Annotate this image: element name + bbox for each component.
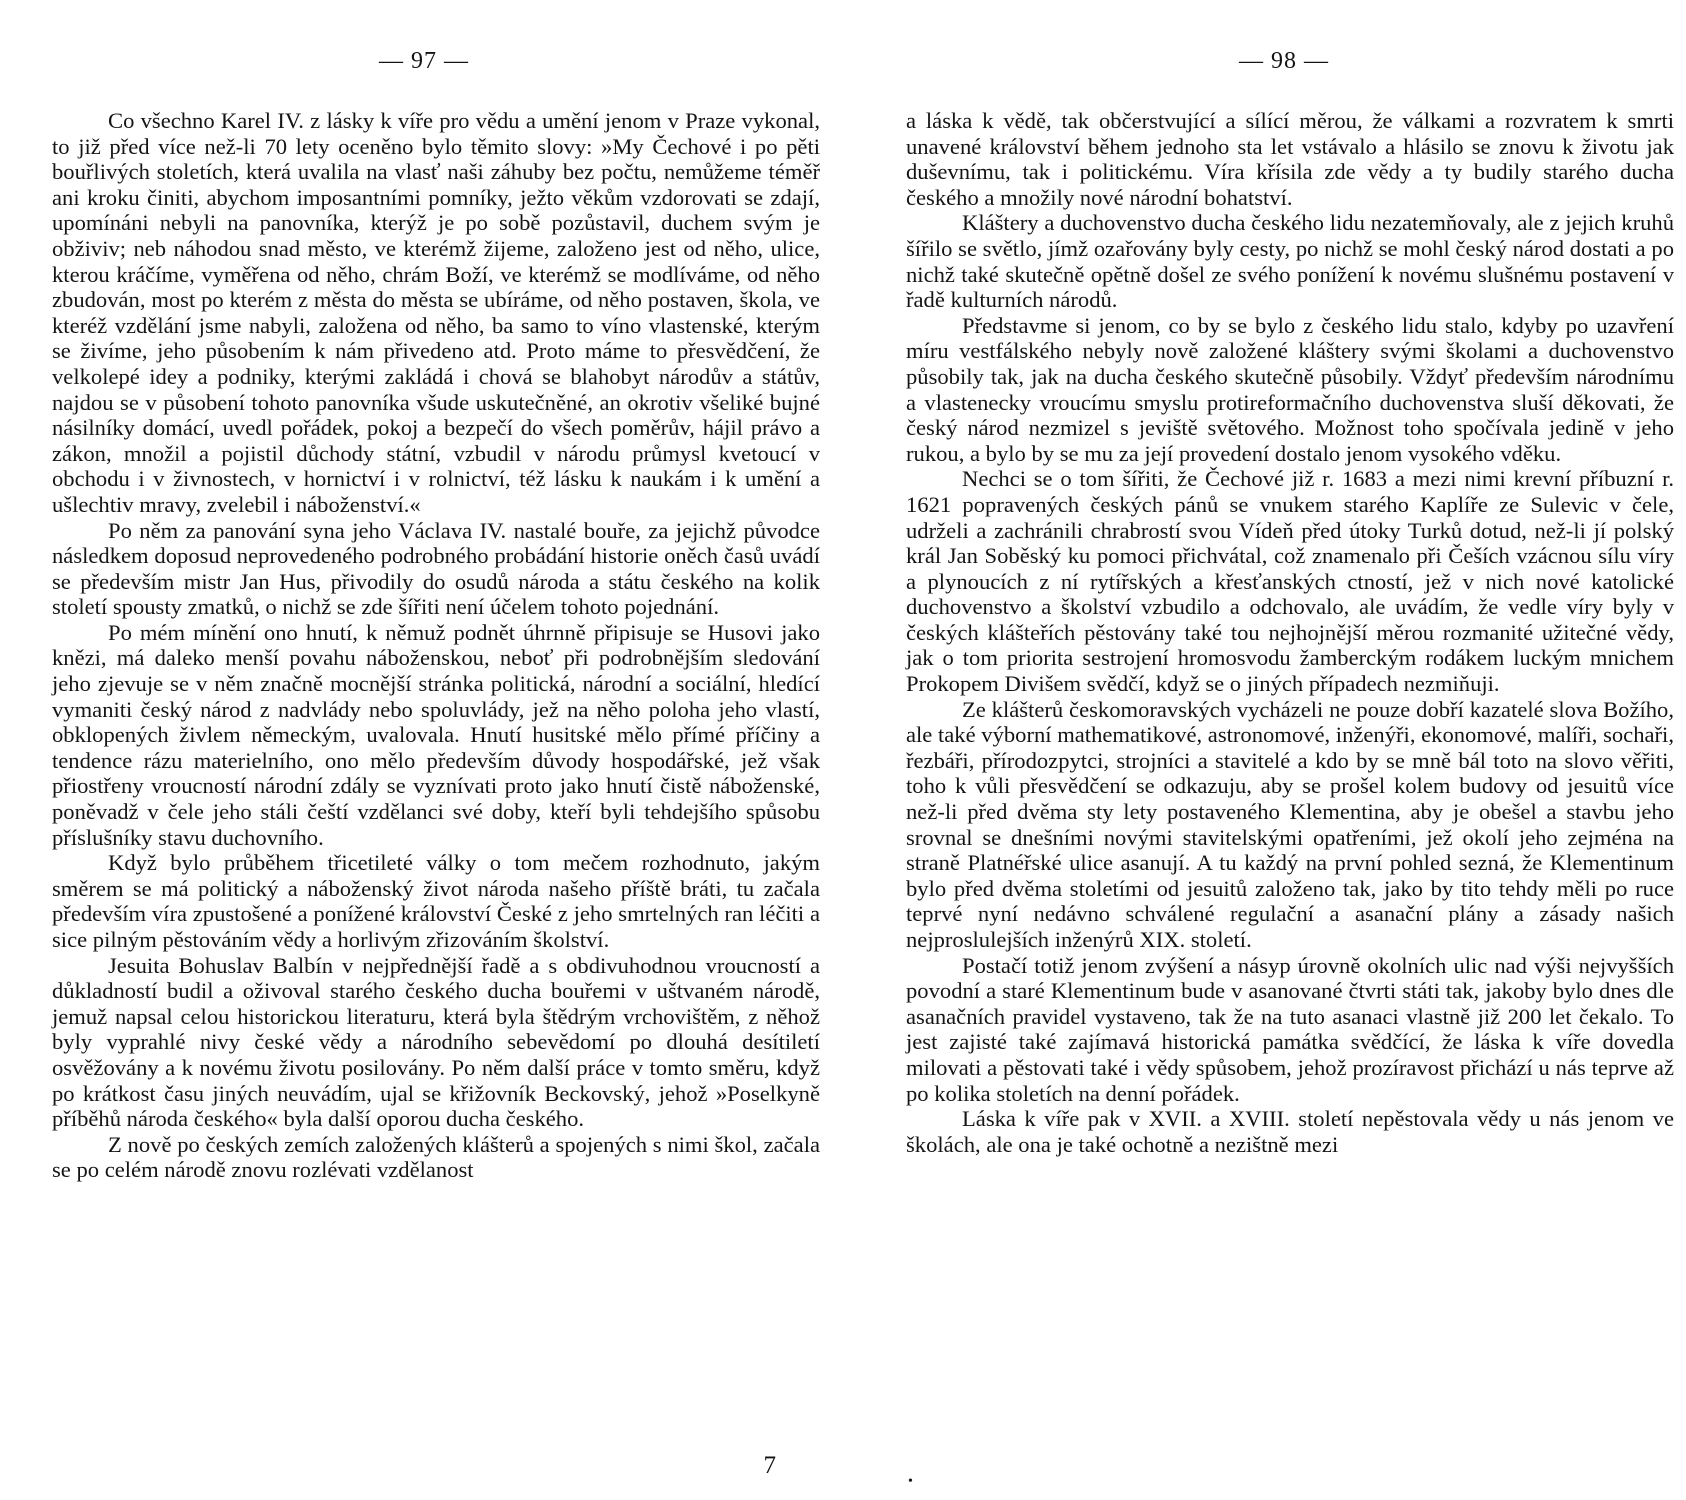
signature-mark: 7 <box>763 1452 776 1479</box>
right-page <box>906 0 1674 1500</box>
paragraph: Po mém mínění ono hnutí, k němuž podnět úhrnně připisuje se Husovi jako knězi, má daleko menší povahu náboženskou, neboť při podrobnějším sledování jeho zjevuje se v něm značně mocnější stránka politická, národní a sociální, hledící vymaniti český národ z nadvlády nebo spoluvlády, jež na něho poloha jeho vlastí, obklopených živlem německým, uvalovala. Hnutí husitské mělo přímé příčiny a tendence rázu materielního, ono mělo především důvody hospodářské, jež však přiostřeny vroucností národní zdály se vyznívati proto jako hnutí čistě náboženské, poněvadž v čele jeho stáli čeští vzdělanci své doby, kteří byli tehdejšího spůsobu příslušníky stavu duchovního. <box>52 619 820 850</box>
bottom-mark: • <box>908 1474 913 1489</box>
paragraph: Ze klášterů českomoravských vycházeli ne pouze dobří kazatelé slova Božího, ale také výborní mathematikové, astronomové, inženýři, ekonomové, malíři, sochaři, řezbáři, přírodozpytci, strojníci a stavitelé a kdo by se mně bál toto na slovo věřiti, toho k vůli přesvědčení se odkazuju, aby se prošel kolem budovy od jesuitů více než-li před dvěma sty lety postaveného Klementina, aby je obešel a stavbu jeho srovnal se dnešními novými stavitelskými opatřeními, jež okolí jeho zejména na straně Platnéřské ulice asanují. A tu každý na první pohled sezná, že Klementinum bylo před dvěma stoletími od jesuitů založeno tak, jako by tito tehdy měli po ruce teprvé nyní nedávno schválené regulační a asanační plány a zásady našich nejproslulejších inženýrů XIX. století. <box>906 696 1674 952</box>
paragraph: Co všechno Karel IV. z lásky k víře pro vědu a umění jenom v Praze vykonal, to již před více než-li 70 lety oceněno bylo těmito slovy: »My Čechové i po pěti bouřlivých stoletích, která uvalila na vlasť naši záhuby bez počtu, nemůžeme téměř ani kroku činiti, abychom imposantními pomníky, ježto věkům vzdorovati se zdají, upomínáni nebyli na panovníka, kterýž je po sobě pozůstavil, duchem svým je obživiv; neb náhodou snad město, ve kterémž žijeme, založeno jest od něho, ulice, kterou kráčíme, vyměřena od něho, chrám Boží, ve kterémž se modlíváme, od něho zbudován, most po kterém z města do města se ubíráme, od něho postaven, škola, ve kteréž vzdělání jsme nabyli, založena od něho, ba samo to víno vlastenské, kterým se živíme, jeho působením k nám přivedeno atd. Proto máme to přesvědčení, že velkolepé idey a podniky, kterými zakládá i chová se blahobyt národův a státův, najdou se v působení tohoto panovníka všude uskutečněné, an okrotiv všeliké bujné násilníky domácí, uvedl pořádek, pokoj a bezpečí do všech poměrův, hájil právo a zákon, množil a pojistil důchody státní, vzbudil v národu průmysl kvetoucí v obchodu i v živnostech, v hornictví i v rolnictví, též lásku k naukám i k umění a ušlechtiv mravy, zvelebil i náboženství.« <box>52 108 820 517</box>
page-number: — 98 — <box>1239 48 1329 74</box>
left-page <box>52 0 820 1500</box>
paragraph: Kláštery a duchovenstvo ducha českého lidu nezatemňovaly, ale z jejich kruhů šířilo se světlo, jímž ozařovány byly cesty, po nichž se mohl český národ dostati a po nichž také skutečně opětně došel ze svého ponížení k novému slušnému postavení v řadě kulturních národů. <box>906 210 1674 313</box>
page-text <box>52 108 820 1183</box>
page-number: — 97 — <box>379 48 469 74</box>
paragraph: Postačí totiž jenom zvýšení a násyp úrovně okolních ulic nad výši nejvyšších povodní a staré Klementinum bude v asanované čtvrti státi tak, jakoby bylo dnes dle asanačních pravidel vystaveno, tak že na tuto asanaci vlastně již 200 let čekalo. To jest zajisté také zajímavá historická památka svědčící, že láska k víře dovedla milovati a pěstovati také i vědy spůsobem, jehož prozíravost přichází u nás teprve až po kolika stoletích na denní pořádek. <box>906 952 1674 1106</box>
paragraph: Láska k víře pak v XVII. a XVIII. století nepěstovala vědy u nás jenom ve školách, ale ona je také ochotně a nezištně mezi <box>906 1106 1674 1157</box>
paragraph: Jesuita Bohuslav Balbín v nejpřednější řadě a s obdivuhodnou vroucností a důkladností budil a oživoval starého českého ducha bouřemi v uštvaném národě, jemuž napsal celou historickou literaturu, která byla štědrým vrchovištěm, z něhož byly vyprahlé nivy české vědy a národního sebevědomí po dlouhá desítiletí osvěžovány a k novému životu posilovány. Po něm další práce v tomto směru, když po krátkost času jiných neuvádím, ujal se křižovník Beckovský, jehož »Poselkyně příběhů národa českého« byla další oporou ducha českého. <box>52 952 820 1132</box>
paragraph: Když bylo průběhem třicetileté války o tom mečem rozhodnuto, jakým směrem se má politický a náboženský život národa našeho příště bráti, tu začala především víra zpustošené a ponížené království České z jeho smrtelných ran léčiti a sice pilným pěstováním vědy a horlivým zřizováním školství. <box>52 850 820 952</box>
paragraph: Představme si jenom, co by se bylo z českého lidu stalo, kdyby po uzavření míru vestfálského nebyly nově založené kláštery svými školami a duchovenstvo působily tak, jak na ducha českého skutečně působily. Vždyť především národnímu a vlastenecky vroucímu smyslu protireformačního duchovenstva sluší děkovati, že český národ nezmizel s jeviště světového. Možnost toho spočívala jedině v jeho rukou, a bylo by se mu za její provedení dostalo jenom vysokého vděku. <box>906 312 1674 466</box>
paragraph: Po něm za panování syna jeho Václava IV. nastalé bouře, za jejichž původce následkem doposud neprovedeného podrobného probádání historie oněch časů uvádí se především mistr Jan Hus, přivodily do osudů národa a státu českého na kolik století spousty zmatků, o nichž se zde šířiti není účelem tohoto pojednání. <box>52 517 820 620</box>
paragraph: Z nově po českých zemích založených klášterů a spojených s nimi škol, začala se po celém národě znovu rozlévati vzdělanost <box>52 1131 820 1183</box>
paragraph: Nechci se o tom šířiti, že Čechové již r. 1683 a mezi nimi krevní příbuzní r. 1621 popravených českých pánů se vnukem starého Kaplíře ze Sulevic v čele, udrželi a zachránili chrabrostí svou Vídeň před útoky Turků dotud, než-li jí polský král Jan Soběský ku pomoci přichvátal, což znamenalo při Češích vzácnou sílu víry a plynoucích z ní rytířských a křesťanských ctností, jež v nich nové katolické duchovenstvo a školství vzbudilo a odchovalo, ale uvádím, že vedle víry byly v českých klášteřích pěstovány také tou nejhojnější měrou rozmanité užitečné vědy, jak o tom priorita sestrojení hromosvodu žamberckým rodákem luckým mnichem Prokopem Divišem svědčí, když se o jiných případech nezmiňuji. <box>906 466 1674 697</box>
paragraph: a láska k vědě, tak občerstvující a sílící měrou, že válkami a rozvratem k smrti unavené království během jednoho sta let vstávalo a hlásilo se znovu k životu jak duševnímu, tak i politickému. Víra křísila zde vědy a ty budily starého ducha českého a množily nové národní bohatství. <box>906 108 1674 210</box>
page-text <box>906 108 1674 1157</box>
